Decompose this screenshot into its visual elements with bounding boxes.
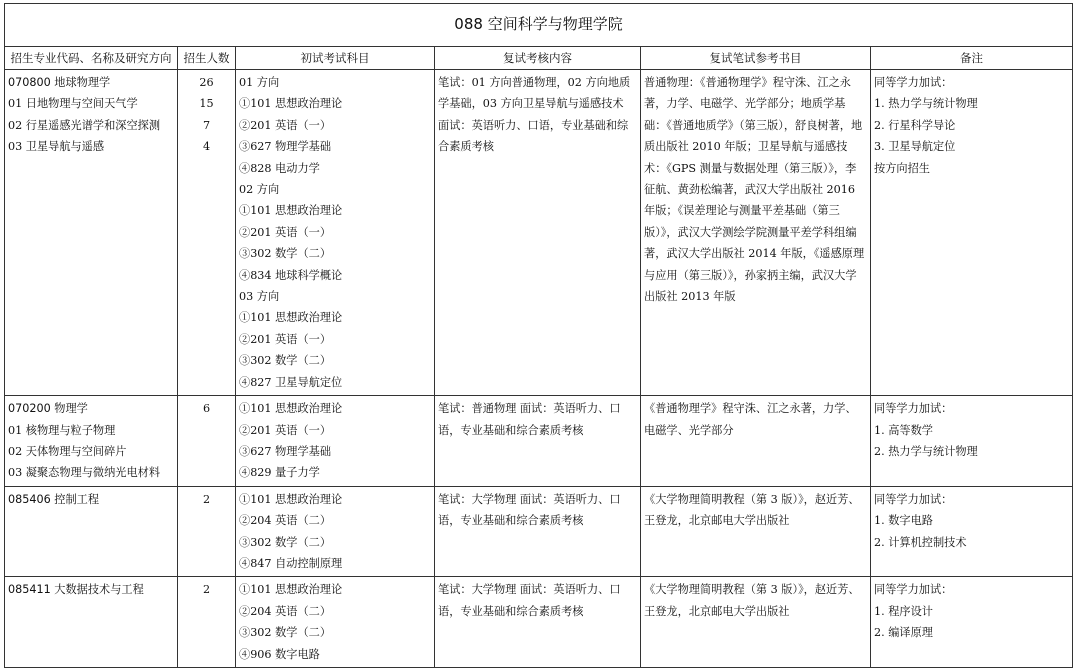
- note-line: 2. 编译原理: [874, 626, 933, 640]
- exam-subject: ③627 物理学基础: [239, 444, 332, 458]
- notes-cell: [871, 396, 1073, 487]
- exam-subject: 01 方向: [239, 76, 280, 89]
- books-cell: 《普通物理学》程守洙、江之永著，力学、电磁学、光学部分: [641, 396, 871, 487]
- retest-cell: 笔试：大学物理 面试：英语听力、口语，专业基础和综合素质考核: [435, 486, 641, 577]
- major-cell: [5, 70, 178, 396]
- table-row: [5, 70, 1073, 396]
- note-line: 2. 热力学与统计物理: [874, 444, 978, 458]
- enrollment-count: 7: [202, 118, 211, 132]
- major-cell: [5, 577, 178, 668]
- header-retest: 复试考核内容: [435, 47, 641, 70]
- notes-cell: [871, 70, 1073, 396]
- enrollment-count: 6: [202, 402, 211, 416]
- exam-subject: ③627 物理学基础: [239, 140, 332, 154]
- research-direction: 01 日地物理与空间天气学: [8, 97, 138, 111]
- note-line: 1. 程序设计: [874, 604, 933, 618]
- header-row: [5, 47, 1073, 70]
- note-line: 1. 热力学与统计物理: [874, 97, 978, 111]
- books-cell: 普通物理：《普通物理学》程守洙、江之永著，力学、电磁学、光学部分；地质学基础：《普通地质学》（第三版），舒良树著，地质出版社 2010 年版；卫星导航与遥感技术：《GPS 测量与数据处理（第三版）》，李征航、黄劲松编著，武汉大学出版社 2016 年版；《误差理论与测量平差基础（第三版）》，武汉大学测绘学院测量平差学科组编著，武汉大学出版社 2014 年版，《遥感原理与应用（第三版）》，孙家抦主编，武汉大学出版社 2013 年版: [641, 70, 871, 396]
- notes-cell: [871, 486, 1073, 577]
- count-cell: [178, 577, 236, 668]
- major-name: 085411 大数据技术与工程: [8, 583, 144, 597]
- exam-subject: 02 方向: [239, 183, 280, 197]
- books-cell: 《大学物理简明教程（第 3 版）》，赵近芳、王登龙，北京邮电大学出版社: [641, 577, 871, 668]
- enrollment-count: 15: [199, 97, 214, 111]
- header-books: 复试笔试参考书目: [641, 47, 871, 70]
- exam-cell: [236, 396, 435, 487]
- notes-cell: [871, 577, 1073, 668]
- retest-cell: 笔试：01 方向普通物理，02 方向地质学基础，03 方向卫星导航与遥感技术 面试：英语听力、口语，专业基础和综合素质考核: [435, 70, 641, 396]
- exam-subject: ④906 数字电路: [239, 647, 320, 661]
- exam-subject: ②201 英语（一）: [239, 423, 332, 437]
- major-name: 070200 物理学: [8, 402, 88, 416]
- exam-subject: ③302 数学（二）: [239, 535, 332, 549]
- note-line: 同等学力加试：: [874, 76, 953, 89]
- note-line: 按方向招生: [874, 161, 930, 175]
- table-row: [5, 577, 1073, 668]
- books-cell: 《大学物理简明教程（第 3 版）》，赵近芳、王登龙，北京邮电大学出版社: [641, 486, 871, 577]
- count-cell: [178, 70, 236, 396]
- major-name: 085406 控制工程: [8, 492, 100, 506]
- table-row: [5, 396, 1073, 487]
- page-title: 088 空间科学与物理学院: [5, 4, 1073, 47]
- exam-subject: ②201 英语（一）: [239, 225, 332, 239]
- research-direction: 03 凝聚态物理与微纳光电材料: [8, 466, 161, 480]
- exam-subject: ④847 自动控制原理: [239, 556, 343, 570]
- exam-subject: ④829 量子力学: [239, 466, 320, 480]
- enrollment-count: 26: [199, 76, 214, 89]
- header-major: 招生专业代码、名称及研究方向: [5, 47, 178, 70]
- exam-subject: ②201 英语（一）: [239, 332, 332, 346]
- exam-cell: [236, 486, 435, 577]
- exam-cell: [236, 577, 435, 668]
- exam-subject: ④834 地球科学概论: [239, 268, 343, 282]
- enrollment-count: 2: [202, 583, 211, 597]
- research-direction: 02 天体物理与空间碎片: [8, 444, 127, 458]
- exam-subject: ①101 思想政治理论: [239, 97, 343, 111]
- exam-subject: ①101 思想政治理论: [239, 492, 343, 506]
- enrollment-count: 4: [202, 140, 211, 154]
- exam-subject: ③302 数学（二）: [239, 247, 332, 261]
- note-line: 2. 行星科学导论: [874, 118, 956, 132]
- exam-subject: ③302 数学（二）: [239, 626, 332, 640]
- exam-subject: ①101 思想政治理论: [239, 583, 343, 597]
- admissions-table: [4, 3, 1073, 668]
- exam-subject: 03 方向: [239, 290, 280, 304]
- header-notes: 备注: [871, 47, 1073, 70]
- exam-subject: ②201 英语（一）: [239, 118, 332, 132]
- note-line: 1. 高等数学: [874, 423, 933, 437]
- table-row: [5, 486, 1073, 577]
- retest-cell: 笔试：大学物理 面试：英语听力、口语，专业基础和综合素质考核: [435, 577, 641, 668]
- exam-subject: ①101 思想政治理论: [239, 402, 343, 416]
- major-name: 070800 地球物理学: [8, 76, 111, 89]
- major-cell: [5, 396, 178, 487]
- enrollment-count: 2: [202, 492, 211, 506]
- count-cell: [178, 486, 236, 577]
- exam-subject: ④827 卫星导航定位: [239, 375, 343, 389]
- exam-subject: ①101 思想政治理论: [239, 204, 343, 218]
- research-direction: 03 卫星导航与遥感: [8, 140, 105, 154]
- note-line: 3. 卫星导航定位: [874, 140, 956, 154]
- major-cell: [5, 486, 178, 577]
- count-cell: [178, 396, 236, 487]
- exam-subject: ①101 思想政治理论: [239, 311, 343, 325]
- retest-cell: 笔试：普通物理 面试：英语听力、口语，专业基础和综合素质考核: [435, 396, 641, 487]
- header-count: 招生人数: [178, 47, 236, 70]
- exam-subject: ③302 数学（二）: [239, 354, 332, 368]
- exam-subject: ②204 英语（二）: [239, 514, 332, 528]
- exam-subject: ②204 英语（二）: [239, 604, 332, 618]
- title-row: [5, 4, 1073, 47]
- research-direction: 02 行星遥感光谱学和深空探测: [8, 118, 161, 132]
- exam-subject: ④828 电动力学: [239, 161, 320, 175]
- note-line: 同等学力加试：: [874, 492, 953, 506]
- note-line: 2. 计算机控制技术: [874, 535, 967, 549]
- header-exams: 初试考试科目: [236, 47, 435, 70]
- exam-cell: [236, 70, 435, 396]
- research-direction: 01 核物理与粒子物理: [8, 423, 116, 437]
- note-line: 同等学力加试：: [874, 583, 953, 597]
- note-line: 1. 数字电路: [874, 514, 933, 528]
- note-line: 同等学力加试：: [874, 402, 953, 416]
